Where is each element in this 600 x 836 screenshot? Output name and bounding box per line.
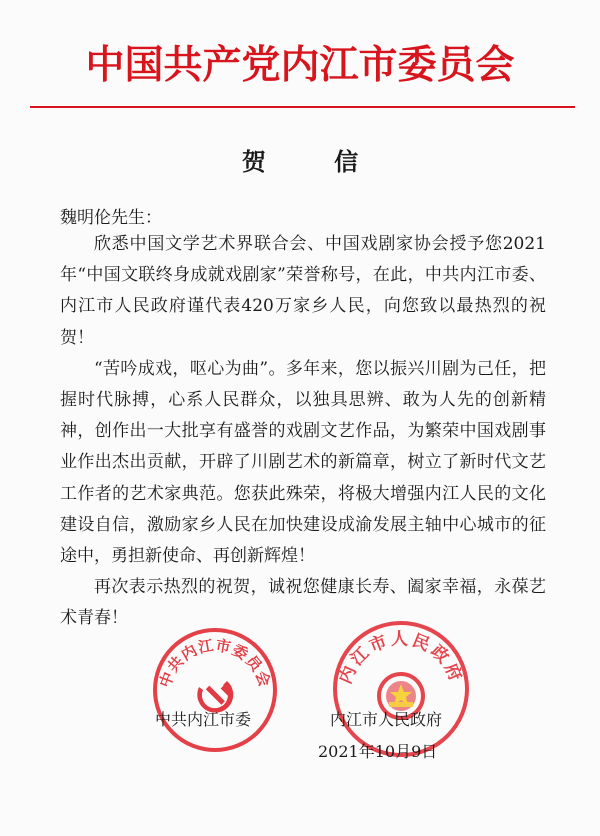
letter-body	[60, 229, 546, 635]
letterhead-title: 中国共产党内江市委员会	[85, 43, 515, 88]
signature-government: 内江市人民政府	[330, 710, 443, 729]
government-seal-text: 内江市人民政府	[335, 629, 467, 687]
document-title: 贺 信	[241, 147, 389, 176]
salutation: 魏明伦先生：	[60, 208, 162, 228]
signature-party: 中共内江市委	[155, 710, 252, 729]
body-paragraph: “苦吟成戏，呕心为曲”。多年来，您以振兴川剧为己任，把握时代脉搏，心系人民群众，以独具思辨、敢为人先的创新精神，创作出一大批享有盛誉的戏剧文艺作品，为繁荣中国戏剧事业作出杰出贡献，开辟了川剧艺术的新篇章，树立了新时代文艺工作者的艺术家典范。您获此殊荣，将极大增强内江人民的文化建设自信，激励家乡人民在加快建设成渝发展主轴中心城市的征途中，勇担新使命、再创新辉煌！	[60, 358, 546, 567]
body-paragraph: 欣悉中国文学艺术界联合会、中国戏剧家协会授予您2021年“中国文联终身成就戏剧家”荣誉称号，在此，中共内江市委、内江市人民政府谨代表420万家乡人民，向您致以最热烈的祝贺！	[60, 234, 546, 348]
svg-text:内江市人民政府	[335, 630, 468, 687]
letter-date: 2021年10月9日	[318, 742, 438, 761]
letterhead-divider	[30, 106, 575, 108]
body-paragraph: 再次表示热烈的祝贺，诚祝您健康长寿、阖家幸福，永葆艺术青春！	[60, 577, 546, 629]
party-seal-stamp	[150, 625, 280, 755]
party-seal-text: 中共内江市委员会	[155, 636, 275, 690]
